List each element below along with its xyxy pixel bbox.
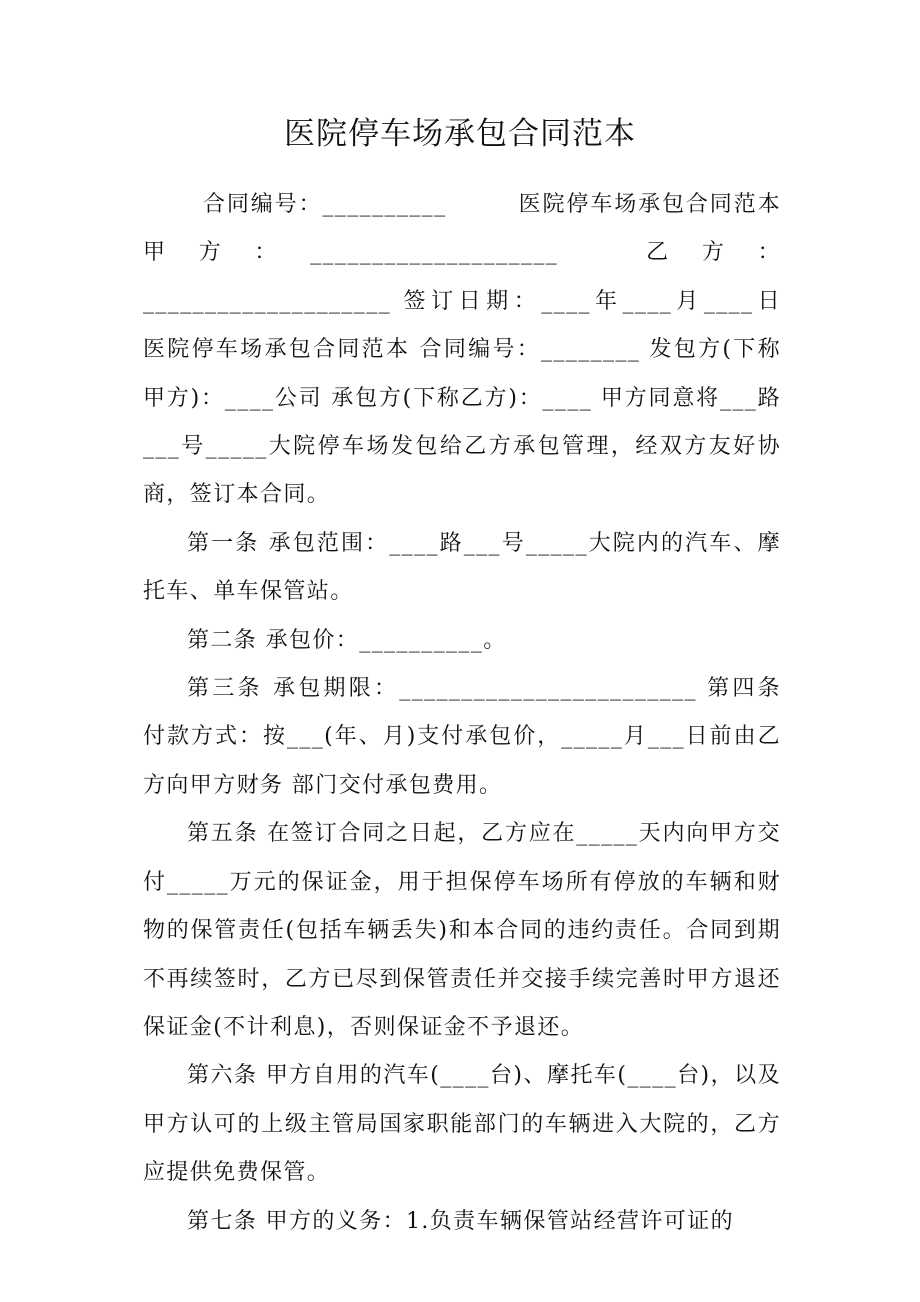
document-title: 医院停车场承包合同范本 <box>284 116 636 152</box>
paragraph-article-5: 第五条 在签订合同之日起，乙方应在_____天内向甲方交付_____万元的保证金，用于担保停车场所有停放的车辆和财物的保管责任(包括车辆丢失)和本合同的违约责任。合同到期不再续签时，乙方已尽到保管责任并交接手续完善时甲方退还保证金(不计利息)，否则保证金不予退还。 <box>143 821 781 1040</box>
paragraph-article-3-4: 第三条 承包期限：________________________ 第四条 付款方式：按___(年、月)支付承包价，_____月___日前由乙方向甲方财务 部门交付承包费用。 <box>143 676 781 798</box>
document-body <box>143 181 875 1246</box>
paragraph-article-1: 第一条 承包范围：____路___号_____大院内的汽车、摩托车、单车保管站。 <box>143 530 781 605</box>
paragraph-header: 合同编号：__________ 医院停车场承包合同范本 甲方：____________________ 乙方：____________________ 签订日期：____年____月____日 医院停车场承包合同范本 合同编号：________ 发包方(下称甲方)：____公司 承包方(下称乙方)：____ 甲方同意将___路___号_____大院停车场发包给乙方承包管理，经双方友好协商，签订本合同。 <box>143 192 875 508</box>
paragraph-article-2: 第二条 承包价：__________。 <box>187 627 507 653</box>
paragraph-article-7: 第七条 甲方的义务：1.负责车辆保管站经营许可证的 <box>187 1208 734 1234</box>
paragraph-article-6: 第六条 甲方自用的汽车(____台)、摩托车(____台)，以及甲方认可的上级主管局国家职能部门的车辆进入大院的，乙方应提供免费保管。 <box>143 1063 781 1186</box>
